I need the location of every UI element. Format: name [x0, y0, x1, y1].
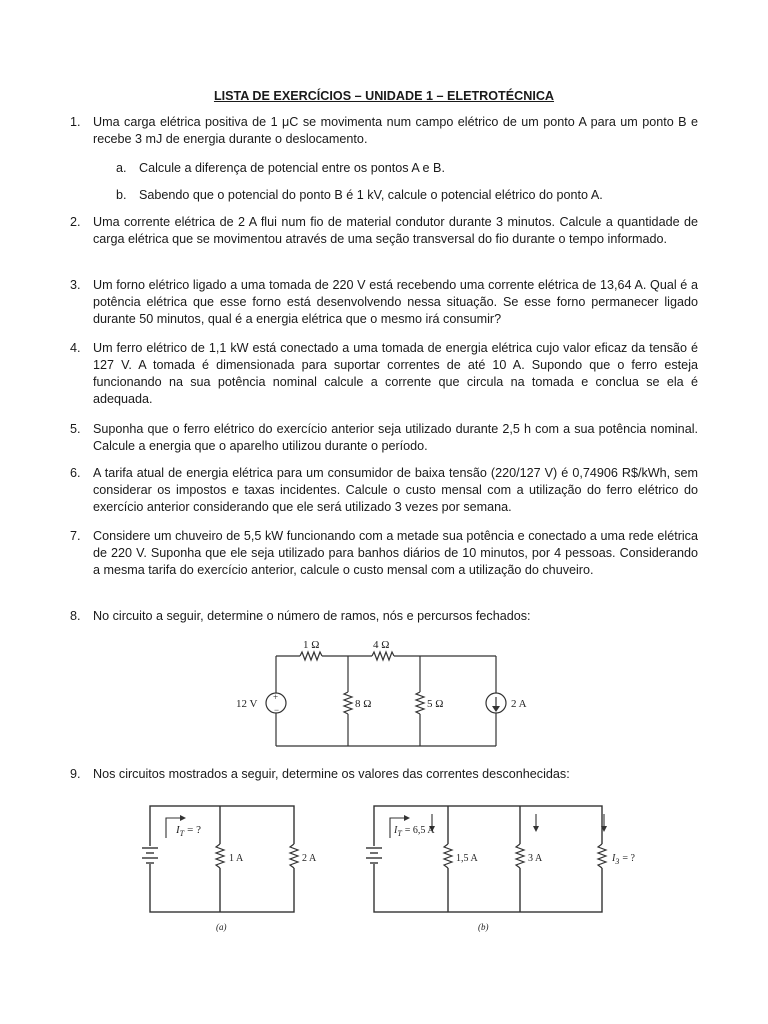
- question-1: [70, 114, 698, 148]
- question-number: 3.: [70, 278, 81, 292]
- question-text: Uma carga elétrica positiva de 1 μC se movimenta num campo elétrico de um ponto A para um ponto B e recebe 3 mJ de energia durante o deslocamento.: [93, 115, 698, 146]
- question-number: 2.: [70, 215, 81, 229]
- question-text: Uma corrente elétrica de 2 A flui num fio de material condutor durante 3 minutos. Calcule a quantidade de carga elétrica que se movimentou através de uma seção transversal do fio durante o tempo informado.: [93, 215, 698, 246]
- question-text: Nos circuitos mostrados a seguir, determine os valores das correntes desconhecidas:: [93, 767, 570, 781]
- question-number: 1.: [70, 115, 81, 129]
- question-number: 4.: [70, 341, 81, 355]
- sub-number: b.: [116, 188, 127, 202]
- current-2a-label: 2 A: [302, 853, 317, 864]
- resistor-4-label: 4 Ω: [373, 639, 390, 651]
- circuit-diagram-q9b: [362, 800, 642, 940]
- question-7: [70, 528, 698, 579]
- question-1b: [116, 187, 696, 204]
- question-5: [70, 421, 698, 455]
- question-text: A tarifa atual de energia elétrica para um consumidor de baixa tensão (220/127 V) é 0,74906 R$/kWh, sem considerar os impostos e taxas incidentes. Calcule o custo mensal com a utilização do ferro elétrico do exercício anterior considerando que ele será utilizado 3 vezes por semana.: [93, 466, 698, 514]
- sub-text: Calcule a diferença de potencial entre os pontos A e B.: [139, 161, 445, 175]
- question-8: [70, 608, 698, 625]
- question-number: 9.: [70, 767, 81, 781]
- resistor-5-ohm: [416, 692, 424, 714]
- current-1-5a-label: 1,5 A: [456, 853, 478, 864]
- circuit-diagram-q8: [228, 636, 538, 754]
- sub-text: Sabendo que o potencial do ponto B é 1 kV, calcule o potencial elétrico do ponto A.: [139, 188, 603, 202]
- resistor-4-ohm: [372, 652, 394, 660]
- question-4: [70, 340, 698, 408]
- caption-a: (a): [216, 922, 227, 932]
- minus-sign: −: [274, 705, 280, 715]
- question-number: 8.: [70, 609, 81, 623]
- question-text: Suponha que o ferro elétrico do exercício anterior seja utilizado durante 2,5 h com a sua potência nominal. Calcule a energia que o aparelho utilizou durante o período.: [93, 422, 698, 453]
- plus-sign: +: [273, 692, 279, 702]
- current-source-label: 2 A: [511, 698, 527, 710]
- resistor-8-label: 8 Ω: [355, 698, 372, 710]
- current-arrow: [492, 706, 500, 712]
- question-number: 5.: [70, 422, 81, 436]
- voltage-source-label: 12 V: [236, 698, 258, 710]
- question-text: Um forno elétrico ligado a uma tomada de 220 V está recebendo uma corrente elétrica de 13,64 A. Qual é a potência elétrica que esse forno está desenvolvendo nessa situação. Se esse forno permanecer ligado durante 50 minutos, qual é a energia elétrica que o mesmo irá consumir?: [93, 278, 698, 326]
- question-9: [70, 766, 698, 783]
- question-text: No circuito a seguir, determine o número de ramos, nós e percursos fechados:: [93, 609, 531, 623]
- caption-b: (b): [478, 922, 489, 932]
- question-3: [70, 277, 698, 328]
- current-1a-label: 1 A: [229, 853, 244, 864]
- i3-label: $I_3$ = ?: [612, 853, 635, 866]
- question-number: 6.: [70, 466, 81, 480]
- question-text: Um ferro elétrico de 1,1 kW está conectado a uma tomada de energia elétrica cujo valor eficaz da tensão é 127 V. A tomada é dimensionada para suportar correntes de até 10 A. Supondo que o ferro esteja funcionando na sua potência nominal calcule a corrente que circula na tomada e conclua se ela é adequada.: [93, 341, 698, 406]
- question-2: [70, 214, 698, 248]
- resistor-1-ohm: [300, 652, 322, 660]
- resistor-8-ohm: [344, 692, 352, 714]
- question-number: 7.: [70, 529, 81, 543]
- question-6: [70, 465, 698, 516]
- it-label: $I_T = 6,5$ A: [394, 825, 435, 838]
- circuit-diagram-q9a: [138, 800, 317, 940]
- current-3a-label: 3 A: [528, 853, 543, 864]
- question-1a: [116, 160, 696, 177]
- question-text: Considere um chuveiro de 5,5 kW funcionando com a metade sua potência e conectado a uma rede elétrica de 220 V. Suponha que ele seja utilizado para banhos diários de 10 minutos, por 4 pessoas. Considerando a mesma tarifa do exercício anterior, calcule o custo mensal com a utilização do chuveiro.: [93, 529, 698, 577]
- resistor-1-label: 1 Ω: [303, 639, 320, 651]
- resistor-5-label: 5 Ω: [427, 698, 444, 710]
- page-title: LISTA DE EXERCÍCIOS – UNIDADE 1 – ELETROTÉCNICA: [213, 89, 555, 103]
- sub-number: a.: [116, 161, 127, 175]
- it-label: $I_T$ = ?: [176, 824, 201, 838]
